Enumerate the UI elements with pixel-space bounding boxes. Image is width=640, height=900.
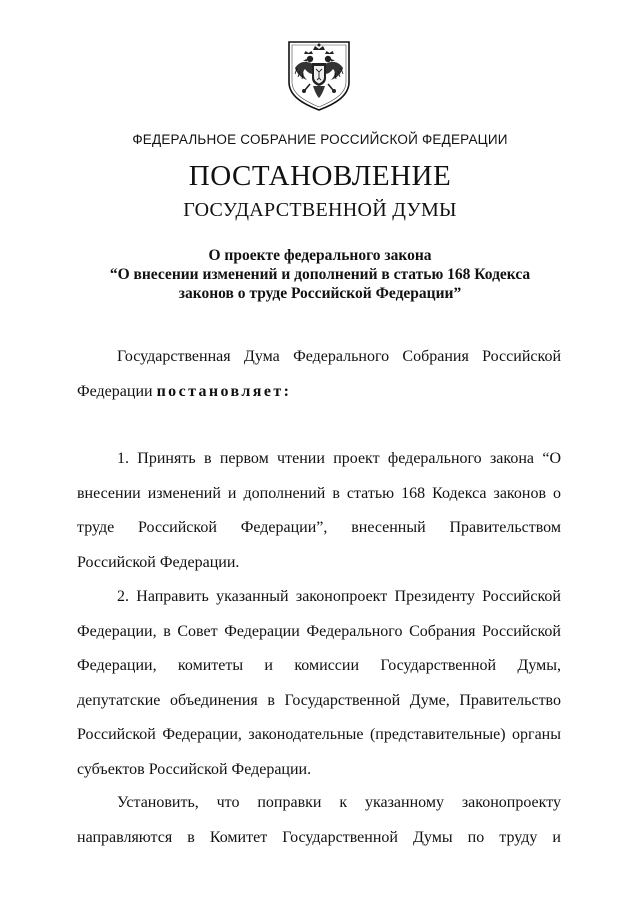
preamble-text [77,340,561,409]
resolution-item-1-text: 1. Принять в первом чтении проект федерального закона “О внесении изменений и дополнений в статью 168 Кодекса законов о труде Российской Федерации”, внесенный Правительством Российской Федерации. [77,450,561,571]
subject-line: О проекте федерального закона [208,247,432,264]
document-type-title: ПОСТАНОВЛЕНИЕ [188,160,452,192]
preamble-verb: постановляет: [156,382,292,400]
document-issuer: ГОСУДАРСТВЕННОЙ ДУМЫ [183,199,457,221]
resolution-item-2 [77,580,561,787]
resolution-item-3 [77,786,561,855]
preamble-paragraph [77,340,561,409]
resolution-item-2-text: 2. Направить указанный законопроект Президенту Российской Федерации, в Совет Федерации Федерального Собрания Российской Федерации, комитеты и комиссии Государственной Думы, депутатские объединения в Государственной Думе, Правительство Российской Федерации, законодательные (представительные) органы субъектов Российской Федерации. [77,588,561,778]
organization-name: ФЕДЕРАЛЬНОЕ СОБРАНИЕ РОССИЙСКОЙ ФЕДЕРАЦИИ [132,132,508,147]
subject-line: “О внесении изменений и дополнений в статью 168 Кодекса [109,266,531,283]
resolution-item-3-text: Установить, что поправки к указанному законопроекту направляются в Комитет Государственной Думы по труду и [77,794,561,846]
preamble-intro: Государственная Дума Федерального Собрания Российской Федерации [77,348,561,400]
document-subject [0,246,640,303]
resolution-item-1 [77,442,561,580]
russian-coat-of-arms-icon [283,38,355,112]
subject-line: законов о труде Российской Федерации” [178,285,462,302]
